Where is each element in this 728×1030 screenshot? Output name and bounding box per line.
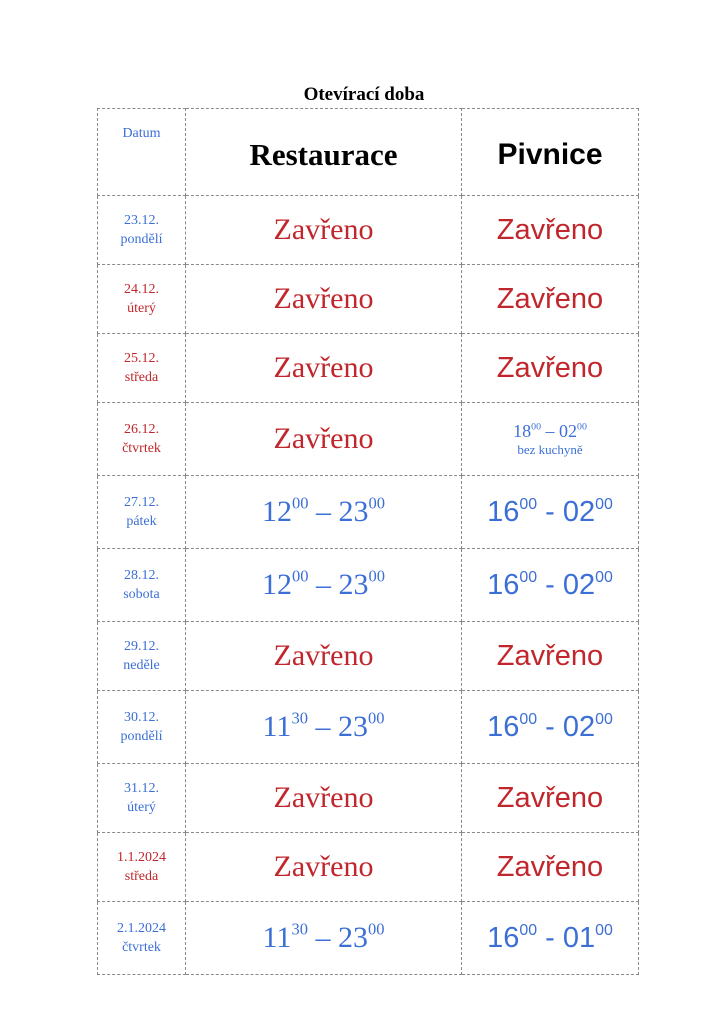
restaurace-cell (186, 334, 462, 403)
time-from-minute: 00 (519, 710, 538, 728)
time-range (513, 421, 587, 441)
time-to-hour: 23 (337, 710, 368, 743)
pivnice-cell (462, 196, 639, 265)
date-label: 26.12. (124, 422, 159, 437)
time-separator: - (545, 495, 555, 528)
day-label: úterý (127, 800, 156, 815)
pivnice-cell (462, 265, 639, 334)
table-row (98, 403, 639, 476)
time-to-hour: 01 (562, 921, 596, 954)
closed-label: Zavřeno (273, 850, 374, 883)
date-label: 28.12. (124, 568, 159, 583)
restaurace-cell (186, 265, 462, 334)
restaurace-cell (186, 902, 462, 975)
time-from-minute: 00 (519, 921, 538, 939)
date-label: 30.12. (124, 710, 159, 725)
time-from-hour: 16 (487, 921, 520, 954)
closed-label: Zavřeno (496, 213, 604, 246)
closed-label: Zavřeno (496, 850, 604, 883)
closed-label: Zavřeno (273, 422, 374, 455)
time-to-minute: 00 (595, 921, 613, 939)
time-to-minute: 00 (595, 710, 613, 728)
pivnice-cell (462, 764, 639, 833)
time-separator: – (545, 421, 555, 441)
closed-label: Zavřeno (496, 639, 604, 672)
date-cell (98, 622, 186, 691)
time-to-hour: 02 (559, 421, 577, 441)
date-label: 2.1.2024 (117, 921, 166, 936)
time-from-minute: 00 (519, 495, 538, 513)
date-label: 24.12. (124, 282, 159, 297)
date-cell (98, 549, 186, 622)
time-range (487, 711, 613, 743)
restaurace-cell (186, 196, 462, 265)
time-range (263, 921, 385, 954)
time-range (487, 922, 613, 954)
time-to-minute: 00 (595, 568, 613, 586)
closed-label: Zavřeno (273, 351, 374, 384)
closed-label: Zavřeno (273, 282, 374, 315)
date-cell (98, 902, 186, 975)
opening-hours-table (97, 108, 639, 975)
time-from-hour: 16 (487, 710, 520, 743)
table-row (98, 265, 639, 334)
time-separator: - (545, 568, 555, 601)
time-to-hour: 23 (337, 921, 368, 954)
time-from-minute: 00 (292, 493, 309, 513)
day-label: čtvrtek (122, 441, 161, 456)
time-from-hour: 11 (262, 710, 292, 743)
date-cell (98, 476, 186, 549)
pivnice-cell (462, 622, 639, 691)
time-from-hour: 12 (262, 568, 292, 601)
page-title: Otevírací doba (303, 84, 425, 105)
closed-label: Zavřeno (496, 282, 604, 315)
date-label: 31.12. (124, 781, 159, 796)
restaurace-cell (186, 476, 462, 549)
time-from-minute: 30 (291, 708, 308, 728)
time-to-hour: 02 (562, 710, 596, 743)
time-to-minute: 00 (595, 495, 613, 513)
time-from-hour: 12 (262, 495, 292, 528)
day-label: úterý (127, 301, 156, 316)
time-to-hour: 23 (338, 568, 369, 601)
table-row (98, 549, 639, 622)
restaurace-cell (186, 691, 462, 764)
day-label: neděle (123, 658, 160, 673)
date-label: 25.12. (124, 351, 159, 366)
date-column-header: Datum (98, 109, 186, 196)
table-row (98, 334, 639, 403)
time-separator: - (545, 921, 555, 954)
time-from-hour: 16 (487, 568, 520, 601)
time-from-minute: 30 (291, 919, 308, 939)
pivnice-cell (462, 476, 639, 549)
table-header-row (98, 109, 639, 196)
pivnice-cell (462, 403, 639, 476)
date-cell (98, 265, 186, 334)
date-cell (98, 691, 186, 764)
restaurace-column-header: Restaurace (186, 109, 462, 196)
table-row (98, 902, 639, 975)
time-from-hour: 16 (487, 495, 520, 528)
table-row (98, 764, 639, 833)
restaurace-cell (186, 622, 462, 691)
day-label: čtvrtek (122, 940, 161, 955)
time-range (262, 495, 385, 528)
time-from-hour: 18 (513, 421, 532, 441)
time-to-hour: 02 (562, 495, 596, 528)
date-label: 1.1.2024 (117, 850, 166, 865)
time-note: bez kuchyně (517, 442, 583, 457)
pivnice-cell (462, 833, 639, 902)
date-cell (98, 833, 186, 902)
restaurace-cell (186, 549, 462, 622)
time-from-hour: 11 (262, 921, 292, 954)
restaurace-cell (186, 764, 462, 833)
closed-label: Zavřeno (273, 213, 374, 246)
table-row (98, 196, 639, 265)
pivnice-cell (462, 549, 639, 622)
day-label: středa (124, 370, 159, 385)
date-cell (98, 403, 186, 476)
time-separator: – (316, 568, 331, 601)
time-from-minute: 00 (292, 566, 309, 586)
time-from-minute: 00 (519, 568, 538, 586)
restaurace-cell (186, 403, 462, 476)
time-range (263, 710, 385, 743)
time-from-minute: 00 (531, 421, 541, 433)
time-to-minute: 00 (368, 566, 385, 586)
time-range (487, 569, 613, 601)
date-label: 27.12. (124, 495, 159, 510)
time-range (487, 496, 613, 528)
time-to-hour: 23 (338, 495, 369, 528)
closed-label: Zavřeno (496, 351, 604, 384)
pivnice-cell (462, 334, 639, 403)
time-to-minute: 00 (367, 708, 385, 728)
date-label: 23.12. (124, 213, 159, 228)
date-cell (98, 764, 186, 833)
pivnice-cell (462, 902, 639, 975)
time-to-minute: 00 (368, 493, 385, 513)
date-label: 29.12. (124, 639, 159, 654)
time-separator: – (316, 495, 331, 528)
time-to-hour: 02 (562, 568, 596, 601)
closed-label: Zavřeno (496, 781, 604, 814)
time-separator: – (315, 710, 331, 743)
time-to-minute: 00 (577, 421, 587, 433)
restaurace-cell (186, 833, 462, 902)
time-to-minute: 00 (367, 919, 385, 939)
closed-label: Zavřeno (273, 781, 374, 814)
table-row (98, 691, 639, 764)
date-cell (98, 334, 186, 403)
day-label: středa (124, 869, 159, 884)
time-separator: - (545, 710, 555, 743)
time-separator: – (315, 921, 331, 954)
day-label: pátek (126, 514, 157, 529)
closed-label: Zavřeno (273, 639, 374, 672)
table-row (98, 833, 639, 902)
table-row (98, 622, 639, 691)
date-cell (98, 196, 186, 265)
time-range (262, 568, 385, 601)
day-label: sobota (123, 587, 160, 602)
pivnice-cell (462, 691, 639, 764)
day-label: pondělí (120, 729, 163, 744)
day-label: pondělí (120, 232, 163, 247)
pivnice-column-header: Pivnice (462, 109, 639, 196)
table-row (98, 476, 639, 549)
